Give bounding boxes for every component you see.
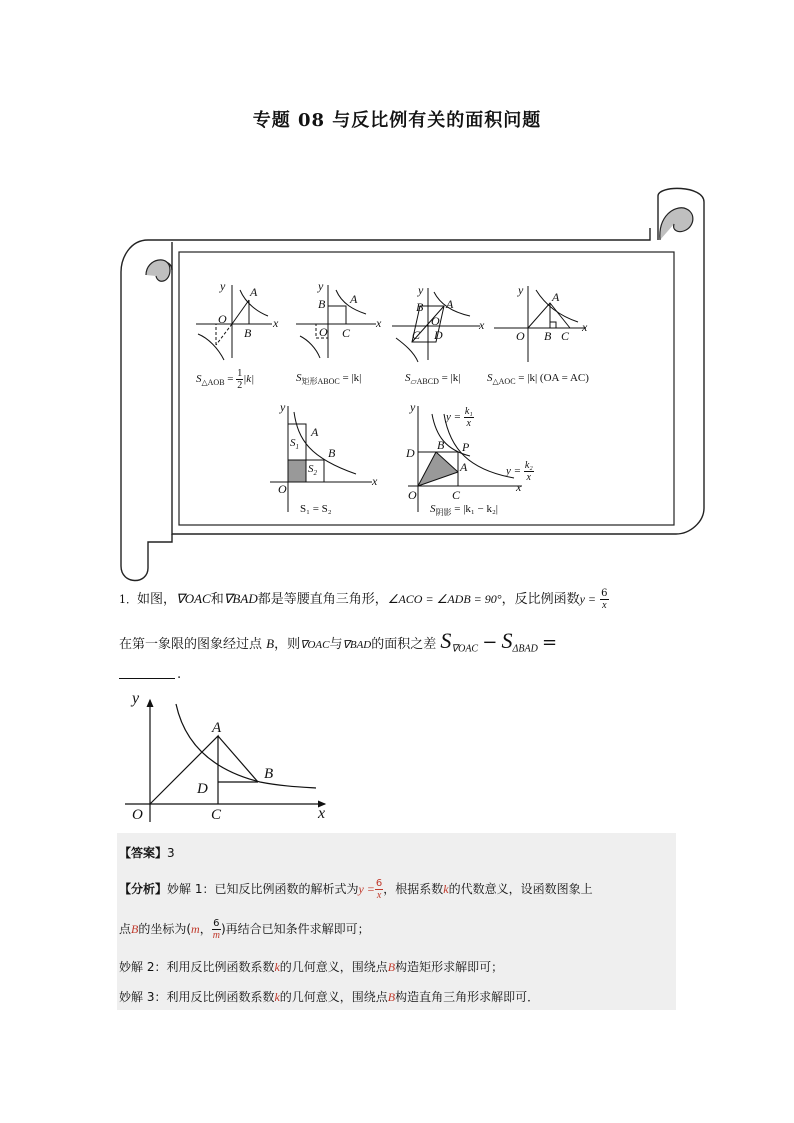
g4-x-label: x bbox=[582, 320, 588, 334]
g4-y-label: y bbox=[518, 283, 524, 297]
g5-b-label: B bbox=[328, 446, 336, 460]
g2-b-label: B bbox=[318, 297, 326, 311]
g5-s2-label: $S_2$ bbox=[308, 463, 317, 478]
analysis-line-3: 妙解 2：利用反比例函数系数k的几何意义，围绕点B构造矩形求解即可； bbox=[119, 960, 504, 974]
fig-b-label: B bbox=[264, 766, 274, 782]
g5-formula: S₁ = S₂ bbox=[300, 503, 332, 515]
g1-formula: $S_{\triangle AOB}$ = $\frac{1}{2}$ |k| bbox=[196, 368, 255, 391]
g1-y-label: y bbox=[220, 279, 226, 293]
g3-o-label: O bbox=[431, 314, 440, 328]
g4-formula: $S_{\triangle AOC} = |k|$ (OA = AC) bbox=[487, 372, 589, 387]
g6-y-label: y bbox=[410, 400, 416, 414]
g5-a-label: A bbox=[311, 425, 319, 439]
g6-o-label: O bbox=[408, 488, 417, 502]
g6-p-label: P bbox=[462, 440, 470, 454]
g4-c-label: C bbox=[561, 329, 570, 343]
g5-x-label: x bbox=[372, 474, 378, 488]
g2-o-label: O bbox=[319, 325, 328, 339]
g4-b-label: B bbox=[544, 329, 552, 343]
g2-a-label: A bbox=[350, 292, 358, 306]
question-line-1: 1．如图，∇OAC和∇BAD都是等腰直角三角形，∠ACO = ∠ADB = 90°，反比例函数y = $\frac{6}{x}$ bbox=[119, 588, 608, 611]
analysis-line-2: 点B的坐标为(m， $\frac{6}{m}$ )再结合已知条件求解即可； bbox=[119, 918, 370, 941]
fig-d-label: D bbox=[197, 781, 208, 797]
g4-o-label: O bbox=[516, 329, 525, 343]
g6-x-label: x bbox=[516, 480, 522, 494]
g6-formula: $S_{阴影} = |k_1 - k_2|$ bbox=[430, 503, 498, 518]
g1-x-label: x bbox=[273, 316, 279, 330]
analysis-line-1: 【分析】妙解 1：已知反比例函数的解析式为y = $\frac{6}{x}$ ，根据系数k的代数意义，设函数图象上 bbox=[119, 878, 593, 901]
fig-o-label: O bbox=[132, 807, 143, 823]
g3-d-label: D bbox=[434, 328, 443, 342]
g6-a-label: A bbox=[460, 460, 468, 474]
g3-b-label: B bbox=[416, 300, 424, 314]
g6-curve1-label: y = $\frac{\text{k₁}}{x}$ bbox=[446, 406, 473, 429]
question-line-2: 在第一象限的图象经过点 B，则∇OAC与∇BAD的面积之差 $S_{\nabla OAC} - S_{\Delta BAD}$ = bbox=[119, 628, 558, 655]
g1-o-label: O bbox=[218, 312, 227, 326]
fig-y-label: y bbox=[132, 690, 140, 707]
g3-a-label: A bbox=[446, 297, 454, 311]
g2-y-label: y bbox=[318, 279, 324, 293]
answer-blank bbox=[119, 678, 175, 679]
g5-y-label: y bbox=[280, 400, 286, 414]
scroll-left-curl bbox=[146, 260, 170, 281]
g5-o-label: O bbox=[278, 482, 287, 496]
page-title: 专题 08 与反比例有关的面积问题 bbox=[252, 110, 542, 131]
analysis-line-4: 妙解 3：利用反比例函数系数k的几何意义，围绕点B构造直角三角形求解即可． bbox=[119, 990, 540, 1004]
g6-d-label: D bbox=[406, 446, 415, 460]
g1-a-label: A bbox=[250, 285, 258, 299]
g2-c-label: C bbox=[342, 326, 351, 340]
fig-c-label: C bbox=[211, 807, 222, 823]
g6-curve2-label: y = $\frac{\text{k₂}}{x}$ bbox=[506, 460, 533, 483]
g2-formula: $S_{矩形ABOC} = |k|$ bbox=[296, 372, 362, 387]
g3-formula: $S_{▱ABCD} = |k|$ bbox=[405, 372, 461, 387]
g3-c-label: C bbox=[412, 328, 421, 342]
g6-b-label: B bbox=[437, 438, 445, 452]
hyperbola bbox=[176, 704, 316, 788]
blank-period: . bbox=[177, 667, 182, 682]
g1-b-label: B bbox=[244, 326, 252, 340]
fig-x-label: x bbox=[318, 805, 326, 822]
question-figure bbox=[110, 690, 340, 830]
g3-x-label: x bbox=[479, 318, 485, 332]
fig-a-label: A bbox=[212, 720, 222, 736]
scroll-top-curl bbox=[660, 208, 693, 240]
shaded-rect-s1 bbox=[288, 460, 306, 482]
answer-line: 【答案】3 bbox=[119, 846, 175, 860]
g4-a-label: A bbox=[552, 290, 560, 304]
g2-x-label: x bbox=[376, 316, 382, 330]
g6-c-label: C bbox=[452, 488, 461, 502]
g5-s1-label: $S_1$ bbox=[290, 437, 299, 452]
g3-y-label: y bbox=[418, 283, 424, 297]
